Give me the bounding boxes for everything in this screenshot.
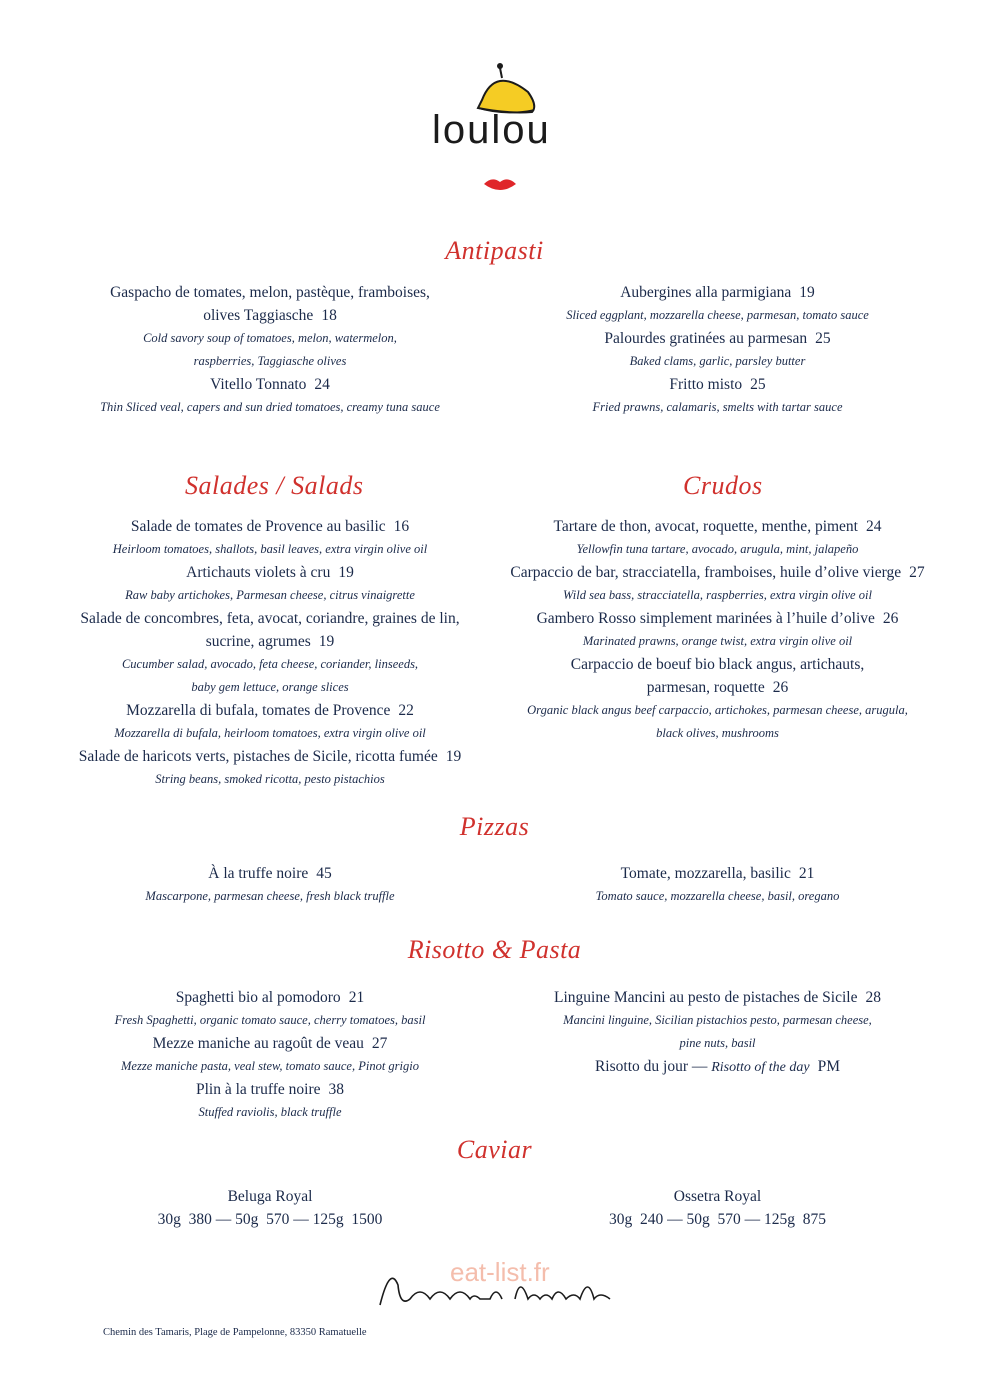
dish-price: 24 xyxy=(866,518,882,535)
dish-price: 18 xyxy=(321,307,337,324)
dish-name: Spaghetti bio al pomodoro 21 xyxy=(175,989,365,1006)
dish-description: Mozzarella di bufala, heirloom tomatoes, extra virgin olive oil xyxy=(114,726,426,740)
caviar-right-column xyxy=(505,1185,930,1231)
dish-name: Aubergines alla parmigiana 19 xyxy=(620,284,815,301)
dish-description: Wild sea bass, stracciatella, raspberries, extra virgin olive oil xyxy=(563,588,872,602)
dish-name: À la truffe noire 45 xyxy=(208,865,332,882)
dish-price: 16 xyxy=(393,518,410,535)
dish-price: 19 xyxy=(799,284,815,301)
dish-price: 21 xyxy=(798,865,815,882)
address: Chemin des Tamaris, Plage de Pampelonne, 83350 Ramatuelle xyxy=(103,1327,367,1338)
dish-name: Fritto misto 25 xyxy=(669,376,766,393)
dish-description: Tomato sauce, mozzarella cheese, basil, oregano xyxy=(595,889,840,903)
caviar-name: Ossetra Royal xyxy=(673,1188,762,1205)
dish-price: 27 xyxy=(371,1035,388,1052)
section-title-caviar: Caviar xyxy=(456,1135,533,1164)
dish-name: Linguine Mancini au pesto de pistaches de Sicile 28 xyxy=(554,989,881,1006)
dish-price: 19 xyxy=(318,633,335,650)
salades-column xyxy=(60,515,480,791)
dish-description: Raw baby artichokes, Parmesan cheese, citrus vinaigrette xyxy=(125,588,415,602)
dish-description: Thin Sliced veal, capers and sun dried tomatoes, creamy tuna sauce xyxy=(100,400,440,414)
dish-price: 45 xyxy=(316,865,332,882)
dish-name: Salade de haricots verts, pistaches de Sicile, ricotta fumée 19 xyxy=(78,748,462,765)
risotto-right-column xyxy=(505,986,930,1079)
dish-name-cont: parmesan, roquette 26 xyxy=(646,679,789,696)
dish-price: 21 xyxy=(348,989,365,1006)
dish-description: Heirloom tomatoes, shallots, basil leaves, extra virgin olive oil xyxy=(112,542,428,556)
dish-description: Yellowfin tuna tartare, avocado, arugula, mint, jalapeño xyxy=(576,542,859,556)
pizzas-right-column xyxy=(505,862,930,908)
dish-price: 38 xyxy=(328,1081,345,1098)
dish-name: Risotto du jour — Risotto of the day PM xyxy=(594,1058,841,1075)
dish-description: Organic black angus beef carpaccio, artichokes, parmesan cheese, arugula, xyxy=(527,703,908,717)
dish-name: Palourdes gratinées au parmesan 25 xyxy=(604,330,831,347)
caviar-prices: 30g 380 — 50g 570 — 125g 1500 xyxy=(157,1211,383,1228)
section-title-salades: Salades / Salads xyxy=(185,471,364,500)
logo-text: loulou xyxy=(432,108,551,152)
dish-name: Plin à la truffe noire 38 xyxy=(195,1081,345,1098)
dish-price: 19 xyxy=(445,748,462,765)
section-title-antipasti: Antipasti xyxy=(445,236,544,265)
crudos-column xyxy=(505,515,930,745)
dish-name-cont: sucrine, agrumes 19 xyxy=(205,633,335,650)
dish-name: Gaspacho de tomates, melon, pastèque, framboises, xyxy=(110,284,430,301)
antipasti-left-column xyxy=(60,281,480,419)
pizzas-left-column xyxy=(60,862,480,908)
dish-name: Vitello Tonnato 24 xyxy=(210,376,330,393)
dish-name: Carpaccio de bar, stracciatella, framboises, huile d’olive vierge 27 xyxy=(510,564,925,581)
dish-name: Tomate, mozzarella, basilic 21 xyxy=(620,865,815,882)
risotto-left-column xyxy=(60,986,480,1124)
dish-name: Mozzarella di bufala, tomates de Provence 22 xyxy=(126,702,414,719)
dish-name: Artichauts violets à cru 19 xyxy=(186,564,354,581)
dish-description: Mezze maniche pasta, veal stew, tomato sauce, Pinot grigio xyxy=(121,1059,419,1073)
caviar-name: Beluga Royal xyxy=(227,1188,313,1205)
dish-name-cont: olives Taggiasche 18 xyxy=(203,307,337,324)
dish-price: PM xyxy=(817,1058,841,1075)
dish-price: 27 xyxy=(909,564,925,581)
dish-description-cont: black olives, mushrooms xyxy=(656,726,779,740)
dish-description: Fried prawns, calamaris, smelts with tartar sauce xyxy=(592,400,843,414)
dish-description: Stuffed raviolis, black truffle xyxy=(198,1105,342,1119)
restaurant-logo xyxy=(420,52,570,202)
dish-description: Cucumber salad, avocado, feta cheese, coriander, linseeds, xyxy=(121,657,419,671)
dish-name: Salade de concombres, feta, avocat, coriandre, graines de lin, xyxy=(80,610,460,627)
dish-description-cont: baby gem lettuce, orange slices xyxy=(191,680,349,694)
dish-price: 26 xyxy=(772,679,789,696)
dish-description: Sliced eggplant, mozzarella cheese, parmesan, tomato sauce xyxy=(566,308,869,322)
dish-description: Mascarpone, parmesan cheese, fresh black truffle xyxy=(145,889,395,903)
dish-description: String beans, smoked ricotta, pesto pistachios xyxy=(155,772,385,786)
dish-description: Baked clams, garlic, parsley butter xyxy=(629,354,806,368)
dish-price: 22 xyxy=(398,702,414,719)
dish-name: Salade de tomates de Provence au basilic 16 xyxy=(130,518,410,535)
dish-price: 25 xyxy=(815,330,831,347)
caviar-left-column xyxy=(60,1185,480,1231)
section-title-crudos: Crudos xyxy=(683,471,763,500)
dish-name: Mezze maniche au ragoût de veau 27 xyxy=(152,1035,388,1052)
dish-price: 28 xyxy=(865,989,881,1006)
dish-name: Carpaccio de boeuf bio black angus, artichauts, xyxy=(570,656,865,673)
dish-description: Mancini linguine, Sicilian pistachios pesto, parmesan cheese, xyxy=(563,1013,872,1027)
caviar-prices: 30g 240 — 50g 570 — 125g 875 xyxy=(609,1211,826,1228)
section-title-risotto-pasta: Risotto & Pasta xyxy=(407,935,582,964)
dish-description: Cold savory soup of tomatoes, melon, watermelon, xyxy=(143,331,397,345)
watermark-text: eat-list.fr xyxy=(450,1257,550,1287)
section-title-pizzas: Pizzas xyxy=(459,812,530,841)
dish-name: Tartare de thon, avocat, roquette, menthe, piment 24 xyxy=(553,518,882,535)
dish-price: 19 xyxy=(338,564,354,581)
dish-price: 24 xyxy=(314,376,330,393)
dish-name: Gambero Rosso simplement marinées à l’huile d’olive 26 xyxy=(536,610,899,627)
antipasti-right-column xyxy=(505,281,930,419)
dish-price: 25 xyxy=(750,376,766,393)
dish-description-cont: pine nuts, basil xyxy=(679,1036,756,1050)
dish-description: Marinated prawns, orange twist, extra virgin olive oil xyxy=(582,634,853,648)
dish-description: Fresh Spaghetti, organic tomato sauce, cherry tomatoes, basil xyxy=(114,1013,426,1027)
dish-description-cont: raspberries, Taggiasche olives xyxy=(193,354,347,368)
dish-name-italic: Risotto of the day xyxy=(711,1060,810,1075)
dish-price: 26 xyxy=(882,610,899,627)
